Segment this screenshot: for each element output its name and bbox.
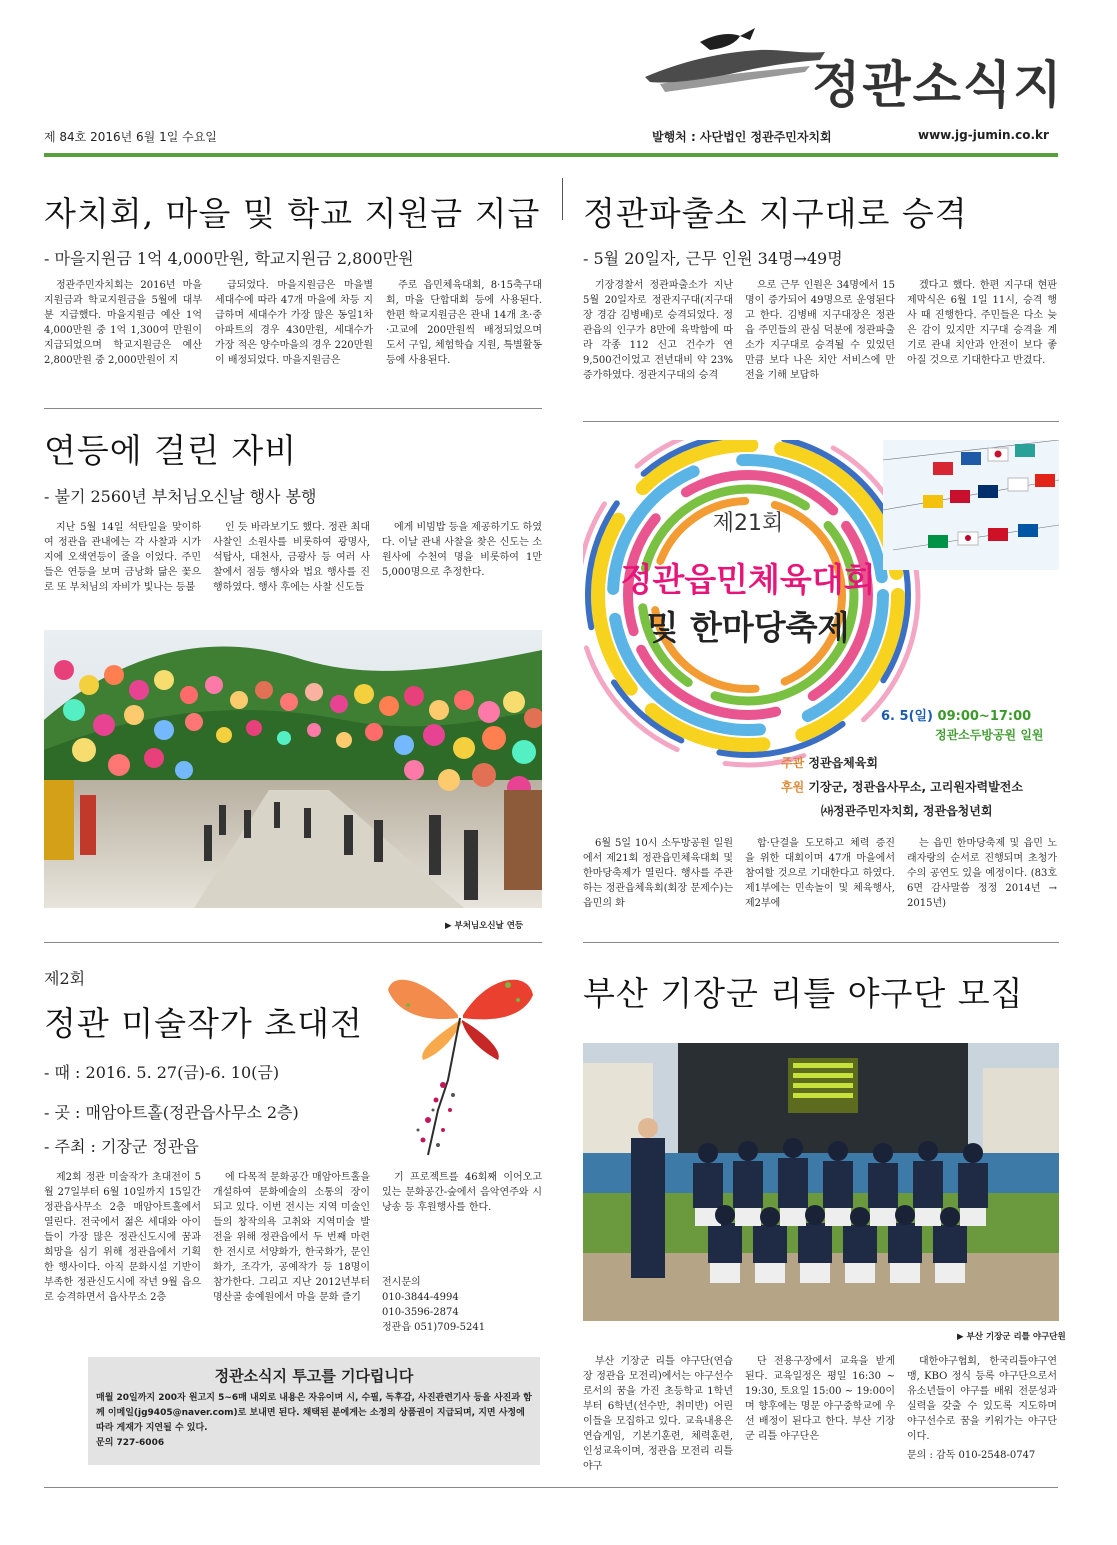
poster-edition: 제21회 <box>712 511 784 536</box>
article4-column-3: 는 읍민 한마당축제 및 읍민 노래자랑의 순서로 진행되며 초청가수의 공연도 있을 예정이다. (83호 6면 감사말씀 정정 2014년 → 2015년) <box>907 838 1057 909</box>
article5-headline: 정관 미술작가 초대전 <box>44 1004 363 1043</box>
masthead-title: 정관소식지 <box>812 56 1064 114</box>
article1-subhead: - 마을지원금 1억 4,000만원, 학교지원금 2,800만원 <box>44 249 414 268</box>
footer-divider <box>44 1487 1058 1488</box>
article2-column-2: 으로 근무 인원은 34명에서 15명이 증가되어 49명으로 운영된다고 한다. 김병배 지구대장은 정관읍 주민들의 관심 덕분에 정관파출소가 지구대로 승격될 수 있었던 만큼 보다 나은 치안 서비스에 만전을 기해 보답하 <box>745 280 895 381</box>
submission-title: 정관소식지 투고를 기다립니다 <box>214 1367 414 1385</box>
article3-column-3: 에게 비빔밥 등을 제공하기도 하였다. 이날 관내 사찰을 찾은 신도는 소원사에 수천여 명을 비롯하여 1만 5,000명으로 추정한다. <box>382 522 542 578</box>
baseball-team-photo <box>583 1043 1059 1321</box>
issue-info: 제 84호 2016년 6월 1일 수요일 <box>44 130 217 144</box>
column-divider-top <box>562 178 563 220</box>
website-link[interactable]: www.jg-jumin.co.kr <box>918 128 1049 142</box>
article6-column-1: 부산 기장군 리틀 야구단(연습장 정관읍 모전리)에서는 야구선수로서의 꿈을 가진 초등학교 1학년부터 6학년(선수반, 취미반) 어린이들을 모집하고 있다. 교육내용은 연습게임, 기본기훈련, 체력훈련, 인성교육이며, 정관읍 모전리 리틀야구 <box>583 1356 733 1472</box>
poster-host: 주관 정관읍체육회 <box>781 756 878 770</box>
poster-title-line2: 및 한마당축제 <box>646 608 850 647</box>
poster-venue: 정관소두방공원 일원 <box>935 728 1044 742</box>
publisher-info: 발행처 : 사단법인 정관주민자치회 <box>652 130 832 144</box>
article6-contact: 문의 : 감독 010-2548-0747 <box>907 1450 1036 1461</box>
baseball-photo-caption: ▶ 부산 기장군 리틀 야구단원 <box>957 1332 1066 1342</box>
article4-column-2: 합·단결을 도모하고 체력 증진을 위한 대회이며 47개 마을에서 참여할 것으로 기대한다고 하였다. 제1부에는 민속놀이 및 체육행사, 제2부에 <box>745 838 895 909</box>
divider-right-1 <box>583 421 1059 422</box>
divider-left-2 <box>44 942 542 943</box>
divider-left-1 <box>44 408 542 409</box>
article5-contact: 전시문의 010-3844-4994 010-3596-2874 정관읍 051)709-5241 <box>382 1277 486 1333</box>
article1-column-2: 급되었다. 마을지원금은 마을별 세대수에 따라 47개 마을에 차등 지급하며 세대수가 가장 많은 동일1차아파트의 경우 430만원, 세대수가 가장 적은 양수마을의 경우 220만원이 배정되었다. 마을지원금은 <box>215 280 373 366</box>
article2-headline: 정관파출소 지구대로 승격 <box>583 194 968 233</box>
article3-column-2: 인 듯 바라보기도 했다. 정관 최대 사찰인 소원사를 비롯하여 광명사, 석탑사, 대천사, 금광사 등 여러 사찰에서 점등 행사와 법요 행사를 진행하였다. 행사 후에는 사찰 신도들 <box>213 522 370 593</box>
sports-festival-poster <box>583 440 1059 825</box>
article1-column-3: 주로 읍민체육대회, 8·15축구대회, 마을 단합대회 등에 사용된다. 한편 학교지원금은 관내 14개 초·중·고교에 200만원씩 배정되었으며 도서 구입, 체험학습 지원, 특별활동 등에 사용된다. <box>386 280 542 366</box>
article2-subhead: - 5월 20일자, 근무 인원 34명→49명 <box>583 249 843 268</box>
lantern-photo-caption: ▶ 부처님오신날 연등 <box>445 921 524 931</box>
article2-column-1: 기장경찰서 정관파출소가 지난 5월 20일자로 정관지구대(지구대장 경감 김병배)로 승격되었다. 정관읍의 인구가 8만에 육박함에 따라 각종 112 신고 건수가 연 9,500건이었고 전년대비 약 23% 증가하였다. 정관지구대의 승격 <box>583 280 733 381</box>
lantern-festival-photo <box>44 630 542 908</box>
masthead-divider <box>44 153 1058 157</box>
article3-headline: 연등에 걸린 자비 <box>44 431 298 470</box>
article1-column-1: 정관주민자치회는 2016년 마을지원금과 학교지원금을 5월에 대부분 지급했다. 마을지원금 예산 1억 4,000만원 중 1억 1,300여 만원이 지급되었으며 학교지원금은 예산 2,800만원 중 2,000만원이 지 <box>44 280 202 366</box>
article5-when: - 때 : 2016. 5. 27(금)-6. 10(금) <box>44 1063 280 1082</box>
poster-date: 6. 5(일) 09:00~17:00 <box>881 709 1032 724</box>
article5-column-1: 제2회 정관 미술작가 초대전이 5월 27일부터 6월 10일까지 15일간 정관읍사무소 2층 매암아트홀에서 열린다. 전국에서 젊은 세대와 아이들이 가장 많은 정관신도시에 꿈과 희망을 심기 위해 정관읍에서 기획한 행사이다. 아직 문화시설 기반이 부족한 정관신도시에 작년 9월 읍으로 승격하면서 읍사무소 2층 <box>44 1172 201 1303</box>
poster-sponsor-2: ㈔정관주민자치회, 정관읍청년회 <box>821 804 993 818</box>
article6-column-2: 단 전용구장에서 교육을 받게 된다. 교육일정은 평일 16:30 ~ 19:30, 토요일 15:00 ~ 19:00이며 향후에는 명문 야구중학교에 우선 배정이 된다고 한다. 부산 기장군 리틀 야구단은 <box>745 1356 895 1442</box>
article3-subhead: - 불기 2560년 부처님오신날 행사 봉행 <box>44 487 317 506</box>
article5-column-2: 에 다목적 문화공간 매암아트홀을 개설하여 문화예술의 소통의 장이 되고 있다. 이번 전시는 지역 미술인들의 창작의욕 고취와 지역미술 발전을 위해 정관읍에서 두 번째 마련한 전시로 서양화가, 한국화가, 문인화가, 조각가, 공예작가 등 18명이 참가한다. 그리고 지난 2012년부터 명산골 송예원에서 마을 문화 즐기 <box>213 1172 370 1303</box>
submission-phone: 문의 727-6006 <box>96 1438 165 1448</box>
article5-where: - 곳 : 매암아트홀(정관읍사무소 2층) <box>44 1103 299 1122</box>
article6-headline: 부산 기장군 리틀 야구단 모집 <box>583 974 1024 1013</box>
article6-column-3: 대한야구협회, 한국리틀야구연맹, KBO 정식 등록 야구단으로서 유소년들이 야구를 배워 전문성과 실력을 갖출 수 있도록 지도하며 야구선수로 꿈을 키워가는 야구단이다. <box>907 1356 1057 1442</box>
poster-sponsor: 후원 기장군, 정관읍사무소, 고리원자력발전소 <box>781 780 1023 794</box>
divider-right-2 <box>583 942 1059 943</box>
article1-headline: 자치회, 마을 및 학교 지원금 지급 <box>44 194 541 233</box>
article2-column-3: 겠다고 했다. 한편 지구대 현판 제막식은 6월 1일 11시, 승격 행사 때 진행한다. 주민들은 다소 늦은 감이 있지만 지구대 승격을 계기로 관내 치안과 안전이 보다 좋아질 것으로 기대한다고 반겼다. <box>907 280 1057 366</box>
art-exhibition-illustration <box>388 960 533 1160</box>
article5-column-3: 기 프로젝트를 46회째 이어오고 있는 문화공간-숲에서 음악연주와 시낭송 등 후원행사를 한다. <box>382 1172 542 1213</box>
poster-title-line1: 정관읍민체육대회 <box>620 560 876 599</box>
article5-host: - 주최 : 기장군 정관읍 <box>44 1137 199 1156</box>
article4-column-1: 6월 5일 10시 소두방공원 일원에서 제21회 정관읍민체육대회 및 한마당축제가 열린다. 행사를 주관하는 정관읍체육회(회장 문제수)는 읍민의 화 <box>583 838 733 909</box>
submission-body: 매월 20일까지 200자 원고지 5~6매 내외로 내용은 자유이며 시, 수필, 독후감, 사진관련기사 등을 사진과 함께 이메일(jg9405@naver.com)로 보내면 된다. 채택된 분에게는 소정의 상품권이 지급되며, 지면 사정에 따라 게재가 지연될 수 있다. 문의 727-6006 <box>96 1391 532 1451</box>
article5-kicker: 제2회 <box>44 969 86 988</box>
article3-column-1: 지난 5월 14일 석탄일을 맞이하여 정관읍 관내에는 각 사찰과 시가지에 오색연등이 줄을 이었다. 주민들은 연등을 보며 금낭화 닮은 꽃으로 또 부처님의 자비가 빛나는 등불 <box>44 522 201 593</box>
masthead-brush-logo <box>640 22 830 102</box>
submission-box <box>88 1357 540 1465</box>
